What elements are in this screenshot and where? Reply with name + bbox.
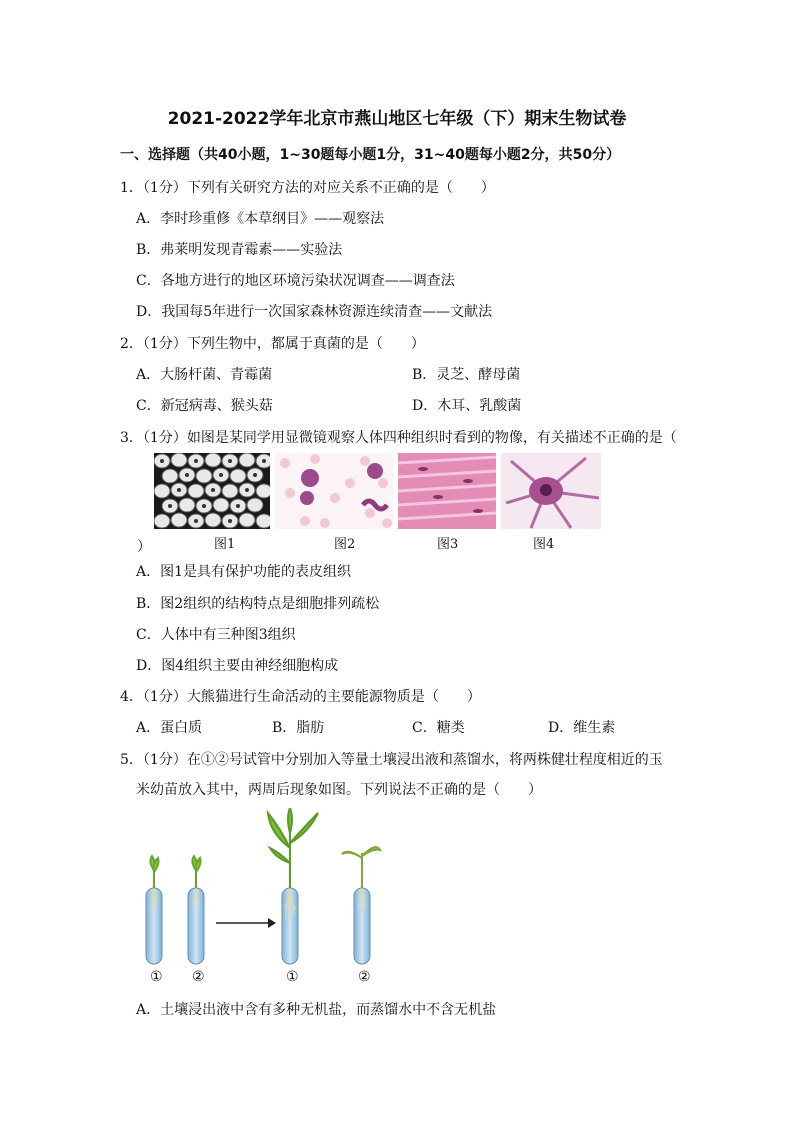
figure-caption-1: 图1 xyxy=(214,537,236,552)
tissue-image-3 xyxy=(398,453,496,529)
question-3-option-b: B．图2组织的结构特点是细胞排列疏松 xyxy=(136,596,380,612)
question-3-option-d: D．图4组织主要由神经细胞构成 xyxy=(136,658,339,674)
question-1-option-a: A．李时珍重修《本草纲目》——观察法 xyxy=(136,211,385,227)
figure-caption-2: 图2 xyxy=(334,537,356,552)
question-5-stem-line2: 米幼苗放入其中，两周后现象如图。下列说法不正确的是（ ） xyxy=(136,782,542,798)
figure-caption-4: 图4 xyxy=(533,537,555,552)
question-3-option-a: A．图1是具有保护功能的表皮组织 xyxy=(136,564,352,580)
tissue-image-1 xyxy=(154,453,270,529)
question-1-stem: 1．（1分）下列有关研究方法的对应关系不正确的是（ ） xyxy=(120,180,495,196)
question-4-stem: 4．（1分）大熊猫进行生命活动的主要能源物质是（ ） xyxy=(120,689,481,705)
question-2-option-a: A．大肠杆菌、青霉菌 xyxy=(136,367,273,383)
question-1-option-c: C．各地方进行的地区环境污染状况调查——调查法 xyxy=(136,273,455,289)
tube-label-4: ② xyxy=(358,969,371,985)
question-4-option-d: D．维生素 xyxy=(548,720,616,736)
question-4-option-a: A．蛋白质 xyxy=(136,720,203,736)
seedling-tubes-figure xyxy=(130,808,410,968)
question-1-option-b: B．弗莱明发现青霉素——实验法 xyxy=(136,242,343,258)
question-5-option-a: A．土壤浸出液中含有多种无机盐，而蒸馏水中不含无机盐 xyxy=(136,1002,497,1018)
question-4-option-b: B．脂肪 xyxy=(272,720,325,736)
tube-label-2: ② xyxy=(192,969,205,985)
tube-label-3: ① xyxy=(286,969,299,985)
question-5-stem-line1: 5．（1分）在①②号试管中分别加入等量土壤浸出液和蒸馏水，将两株健壮程度相近的玉 xyxy=(120,752,663,768)
tissue-image-4 xyxy=(501,453,601,529)
question-2-option-b: B．灵芝、酵母菌 xyxy=(412,367,521,383)
question-1-option-d: D．我国每5年进行一次国家森林资源连续清查——文献法 xyxy=(136,304,493,320)
tube-label-1: ① xyxy=(150,969,163,985)
question-2-option-d: D．木耳、乳酸菌 xyxy=(412,398,522,414)
section-heading: 一、选择题（共40小题，1~30题每小题1分，31~40题每小题2分，共50分） xyxy=(120,147,621,163)
tissue-image-2 xyxy=(275,453,393,529)
question-2-stem: 2．（1分）下列生物中，都属于真菌的是（ ） xyxy=(120,336,425,352)
figure-caption-3: 图3 xyxy=(437,537,459,552)
page-title: 2021-2022学年北京市燕山地区七年级（下）期末生物试卷 xyxy=(167,109,627,129)
question-4-option-c: C．糖类 xyxy=(412,720,465,736)
question-3-stem: 3．（1分）如图是某同学用显微镜观察人体四种组织时看到的物像，有关描述不正确的是（ xyxy=(120,430,677,446)
question-2-option-c: C．新冠病毒、猴头菇 xyxy=(136,398,273,414)
question-3-close-paren: ） xyxy=(137,539,151,555)
question-3-option-c: C．人体中有三种图3组织 xyxy=(136,627,296,643)
